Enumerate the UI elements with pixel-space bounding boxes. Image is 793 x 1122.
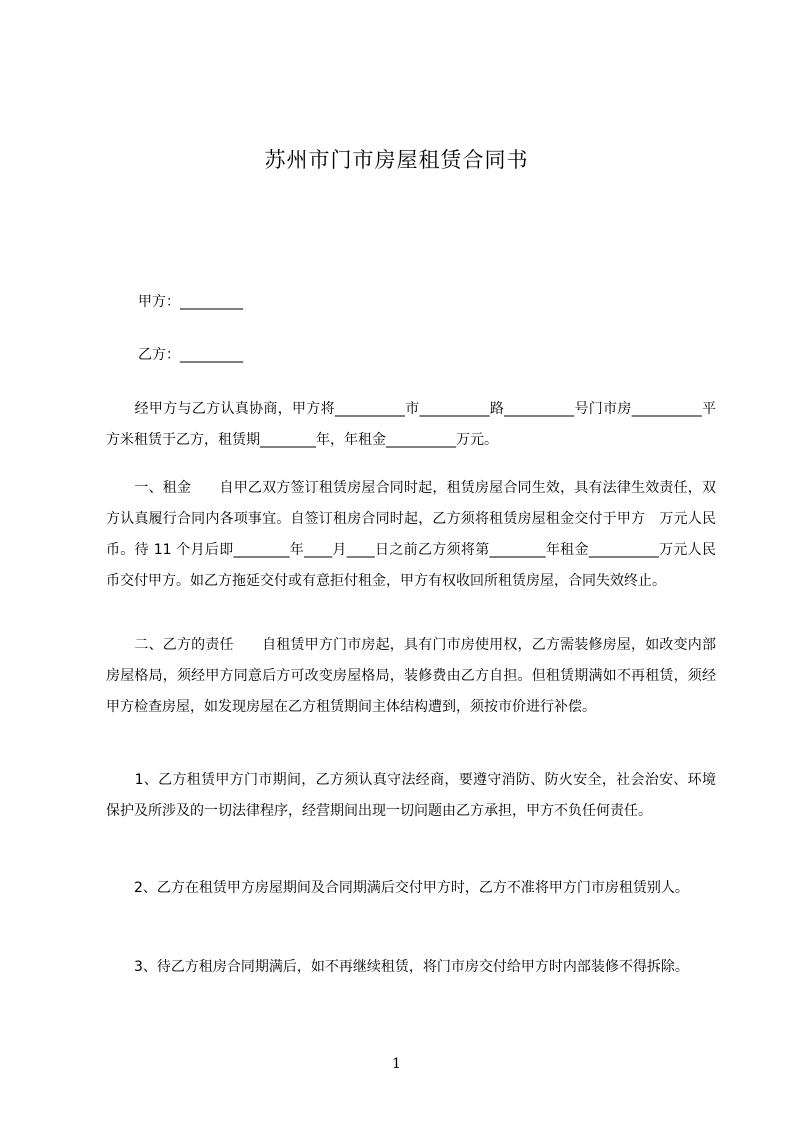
clause-3: 3、待乙方租房合同期满后，如不再继续租赁，将门市房交付给甲方时内部装修不得拆除。 <box>106 959 689 975</box>
section-tenant-duties: 二、乙方的责任 自租赁甲方门市房起，具有门市房使用权，乙方需装修房屋，如改变内部房屋格局，须经甲方同意后方可改变房屋格局，装修费由乙方自担。但租赁期满如不再租赁，须经甲方检查房屋，如发现房屋在乙方租赁期间主体结构遭到，须按市价进行补偿。 <box>106 637 716 715</box>
document-title: 苏州市门市房屋租赁合同书 <box>264 148 529 172</box>
page-number: 1 <box>392 1056 401 1072</box>
intro-paragraph: 经甲方与乙方认真协商，甲方将__________市__________路__________号门市房__________平方米租赁于乙方，租赁期________年，年租金__________万元。 <box>106 401 716 448</box>
clause-1: 1、乙方租赁甲方门市期间，乙方须认真守法经商，要遵守消防、防火安全，社会治安、环境保护及所涉及的一切法律程序，经营期间出现一切问题由乙方承担，甲方不负任何责任。 <box>106 772 716 819</box>
clause-2: 2、乙方在租赁甲方房屋期间及合同期满后交付甲方时，乙方不准将甲方门市房租赁别人。 <box>106 880 689 896</box>
party-b-line: 乙方：_________ <box>138 347 243 363</box>
party-a-line: 甲方：_________ <box>138 294 243 310</box>
section-rent: 一、租金 自甲乙双方签订租赁房屋合同时起，租赁房屋合同生效，具有法律生效责任，双方认真履行合同内各项事宜。自签订租房合同时起，乙方须将租赁房屋租金交付于甲方 万元人民币。待 11 个月后即________年____月____日之前乙方须将第________年租金__________万元人民币交付甲方。如乙方拖延交付或有意拒付租金，甲方有权收回所租赁房屋，合同失效终止。 <box>106 480 716 589</box>
